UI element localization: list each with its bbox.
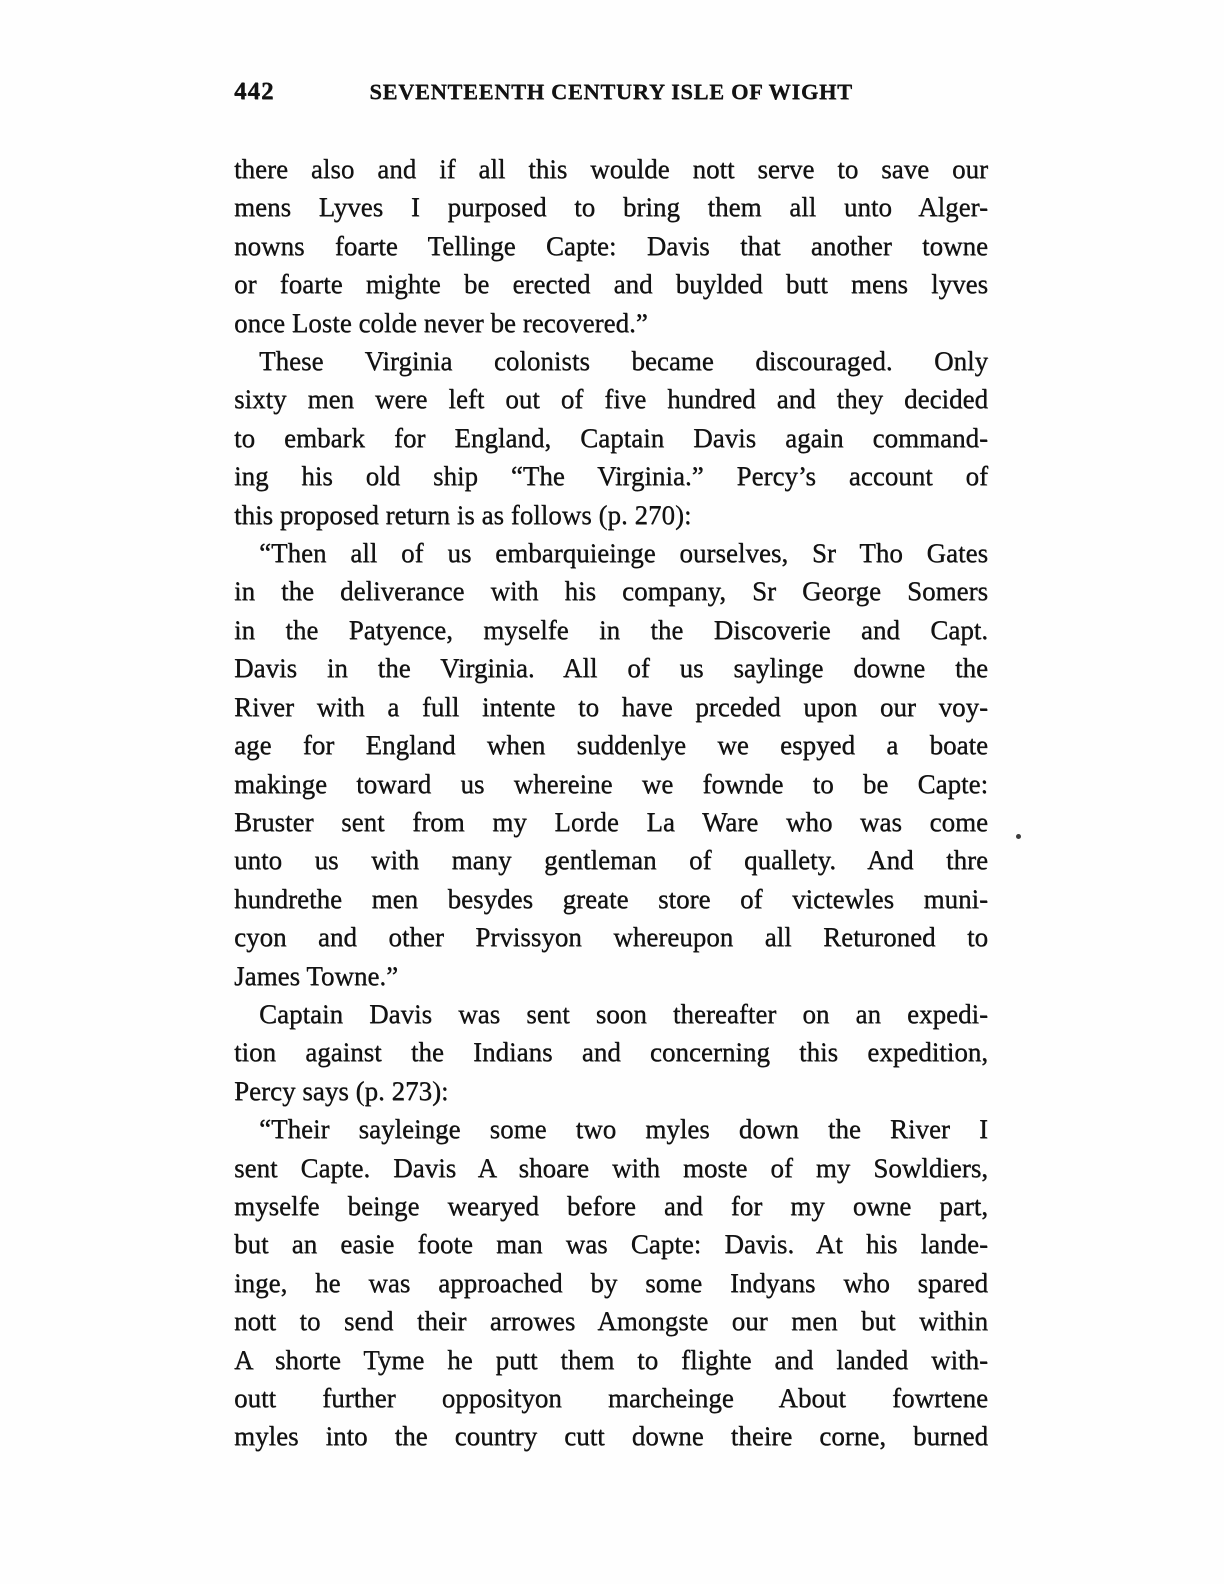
- text-line: Davis in the Virginia. All of us saylinge downe the: [234, 653, 988, 684]
- text-line: mens Lyves I purposed to bring them all unto Alger-: [234, 192, 988, 223]
- text-line: cyon and other Prvissyon whereupon all Returoned to: [234, 922, 988, 953]
- text-line: These Virginia colonists became discouraged. Only: [259, 346, 988, 377]
- text-line: to embark for England, Captain Davis again command-: [234, 422, 988, 453]
- text-line: there also and if all this woulde nott serve to save our: [234, 154, 988, 184]
- text-line: in the Patyence, myselfe in the Discoverie and Capt.: [234, 614, 988, 645]
- text-line: age for England when suddenlye we espyed a boate: [234, 730, 988, 761]
- text-line: this proposed return is as follows (p. 270):: [234, 499, 692, 530]
- page-text: [234, 150, 988, 1456]
- text-line: sent Capte. Davis A shoare with moste of my Sowldiers,: [234, 1152, 988, 1183]
- text-line: in the deliverance with his company, Sr George Somers: [234, 576, 988, 607]
- text-line: nowns foarte Tellinge Capte: Davis that another towne: [234, 230, 988, 261]
- text-line: Bruster sent from my Lorde La Ware who was come: [234, 806, 988, 837]
- text-line: River with a full intente to have prceded upon our voy-: [234, 691, 988, 722]
- text-line: James Towne.”: [234, 960, 399, 991]
- text-line: tion against the Indians and concerning this expedition,: [234, 1037, 988, 1068]
- text-line: outt further opposityon marcheinge About fowrtene: [234, 1383, 988, 1413]
- text-line: or foarte mighte be erected and buylded butt mens lyves: [234, 269, 988, 300]
- text-line: Captain Davis was sent soon thereafter on an expedi-: [259, 998, 988, 1029]
- text-line: nott to send their arrowes Amongste our men but within: [234, 1306, 988, 1337]
- text-line: A shorte Tyme he putt them to flighte and landed with-: [234, 1344, 988, 1375]
- ink-speck: [1016, 834, 1021, 839]
- page-header: [234, 78, 988, 108]
- page-number: 442: [234, 78, 275, 105]
- text-line: unto us with many gentleman of quallety. And thre: [234, 845, 988, 876]
- text-line: makinge toward us whereine we fownde to be Capte:: [234, 768, 988, 799]
- text-line: “Their sayleinge some two myles down the River I: [259, 1114, 988, 1145]
- text-line: “Then all of us embarquieinge ourselves, Sr Tho Gates: [259, 538, 988, 569]
- text-line: hundrethe men besydes greate store of victewles muni-: [234, 883, 988, 914]
- text-line: myles into the country cutt downe theire corne, burned: [234, 1421, 988, 1452]
- text-line: Percy says (p. 273):: [234, 1075, 449, 1106]
- running-head: SEVENTEENTH CENTURY ISLE OF WIGHT: [369, 79, 853, 104]
- text-line: ing his old ship “The Virginia.” Percy’s account of: [234, 461, 988, 492]
- text-line: once Loste colde never be recovered.”: [234, 307, 648, 338]
- text-line: sixty men were left out of five hundred and they decided: [234, 384, 988, 415]
- text-line: myselfe beinge wearyed before and for my owne part,: [234, 1190, 988, 1221]
- text-line: inge, he was approached by some Indyans who spared: [234, 1267, 988, 1298]
- text-line: but an easie foote man was Capte: Davis. At his lande-: [234, 1229, 988, 1260]
